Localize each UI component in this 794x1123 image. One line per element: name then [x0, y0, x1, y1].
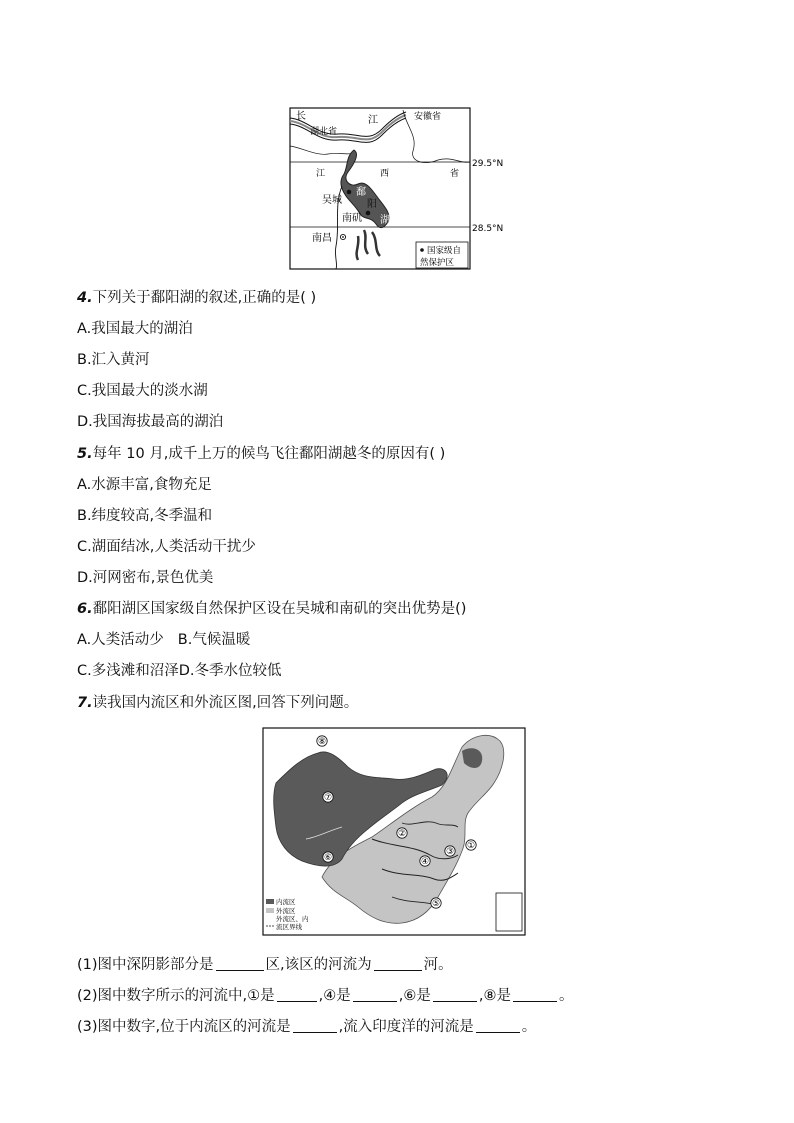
q7-sub2 [77, 986, 573, 1006]
q7-sub2-text-b: ,④是 [318, 988, 351, 1004]
china-drainage-map [262, 727, 526, 937]
q4-option-a: A.我国最大的湖泊 [77, 321, 193, 337]
q6-stem-text: 鄱阳湖区国家级自然保护区设在吴城和南矶的突出优势是() [92, 601, 467, 617]
q4-stem-text: 下列关于鄱阳湖的叙述,正确的是( ) [92, 290, 317, 306]
q5-option-a: A.水源丰富,食物充足 [77, 477, 212, 493]
q5-option-b: B.纬度较高,冬季温和 [77, 508, 213, 524]
map2-marker-3: ③ [445, 847, 455, 857]
q7-sub1-blank-1[interactable] [216, 956, 264, 971]
map1-label-wucheng: 吴城 [322, 195, 342, 206]
poyang-lake-map [288, 106, 528, 272]
map2-marker-1: ① [466, 841, 476, 851]
q7-sub2-blank-6[interactable] [433, 987, 477, 1002]
q6-option-c: C.多浅滩和沼泽 [77, 663, 179, 679]
map2-marker-8: ⑧ [317, 737, 327, 747]
map2-marker-7: ⑦ [323, 793, 333, 803]
q7-sub1 [77, 955, 453, 975]
map2-legend-outer: 外流区 [276, 907, 296, 915]
map2-legend-border-1: 外流区、内 [276, 915, 309, 923]
map1-label-hu: 湖 [380, 215, 390, 226]
map2-marker-4: ④ [420, 857, 430, 867]
map2-legend-border-2: 流区界线 [276, 923, 302, 931]
q7-sub3-text-c: 。 [521, 1019, 537, 1035]
q6-option-d: D.冬季水位较低 [178, 663, 282, 679]
q5-option-c: C.湖面结冰,人类活动干扰少 [77, 539, 256, 555]
map2-legend-inner: 内流区 [276, 898, 296, 906]
q7-sub1-blank-2[interactable] [374, 956, 422, 971]
map2-marker-6: ⑥ [323, 853, 333, 863]
q7-sub2-text-e: 。 [558, 988, 574, 1004]
map1-label-po: 鄱 [356, 187, 366, 198]
q7-sub2-blank-4[interactable] [353, 987, 397, 1002]
map1-label-nanchang: 南昌 [312, 233, 332, 244]
q6-options-cd [77, 661, 282, 681]
q5-option-d: D.河网密布,景色优美 [77, 570, 214, 586]
q7-sub3-blank-1[interactable] [293, 1018, 337, 1033]
q6-option-b: B.气候温暖 [177, 632, 251, 648]
q5-number: 5. [77, 446, 93, 462]
q7-stem-text: 读我国内流区和外流区图,回答下列问题。 [92, 695, 359, 711]
map2-marker-2: ② [397, 829, 407, 839]
q6-number: 6. [77, 601, 93, 617]
q7-sub3-text-a: (3)图中数字,位于内流区的河流是 [77, 1019, 291, 1035]
map1-legend-line2: 然保护区 [420, 258, 455, 268]
q4-option-c: C.我国最大的淡水湖 [77, 383, 208, 399]
q4-option-d: D.我国海拔最高的湖泊 [77, 414, 224, 430]
q4-option-b: B.汇入黄河 [77, 352, 150, 368]
q6-stem [77, 599, 466, 619]
q7-sub2-text-a: (2)图中数字所示的河流中,①是 [77, 988, 275, 1004]
q7-sub3-blank-2[interactable] [476, 1018, 520, 1033]
q7-sub2-blank-8[interactable] [513, 987, 557, 1002]
map1-label-hubei: 湖北省 [310, 127, 338, 137]
q6-options-ab [77, 630, 250, 650]
map1-label-jiangxi-3: 省 [450, 169, 460, 179]
q7-number: 7. [77, 695, 93, 711]
q4-stem [77, 288, 316, 308]
q7-sub2-text-c: ,⑥是 [398, 988, 431, 1004]
map1-label-lat1: 29.5°N [472, 159, 504, 169]
map1-label-jiangxi-2: 西 [380, 169, 390, 179]
map1-label-nanji: 南矶 [342, 213, 362, 224]
q7-sub1-text-b: 区,该区的河流为 [265, 957, 372, 973]
map2-marker-5: ⑤ [431, 899, 441, 909]
q5-stem [77, 444, 445, 464]
map1-label-lat2: 28.5°N [472, 224, 504, 234]
q6-option-a: A.人类活动少 [77, 632, 164, 648]
map1-label-jiangxi-1: 江 [316, 169, 326, 179]
q4-number: 4. [77, 290, 93, 306]
q7-stem [77, 693, 358, 713]
q7-sub1-text-c: 河。 [423, 957, 453, 973]
map1-legend-line1: 国家级自 [427, 246, 462, 256]
q7-sub2-text-d: ,⑧是 [478, 988, 511, 1004]
map1-label-anhui: 安徽省 [414, 112, 442, 122]
q5-stem-text: 每年 10 月,成千上万的候鸟飞往鄱阳湖越冬的原因有( ) [92, 446, 446, 462]
map1-label-jiang: 江 [368, 115, 378, 126]
map1-label-chang: 长 [296, 111, 306, 122]
map1-label-yang: 阳 [367, 199, 377, 210]
q7-sub3-text-b: ,流入印度洋的河流是 [338, 1019, 474, 1035]
q7-sub1-text-a: (1)图中深阴影部分是 [77, 957, 214, 973]
q7-sub3 [77, 1017, 536, 1037]
q7-sub2-blank-1[interactable] [277, 987, 317, 1002]
